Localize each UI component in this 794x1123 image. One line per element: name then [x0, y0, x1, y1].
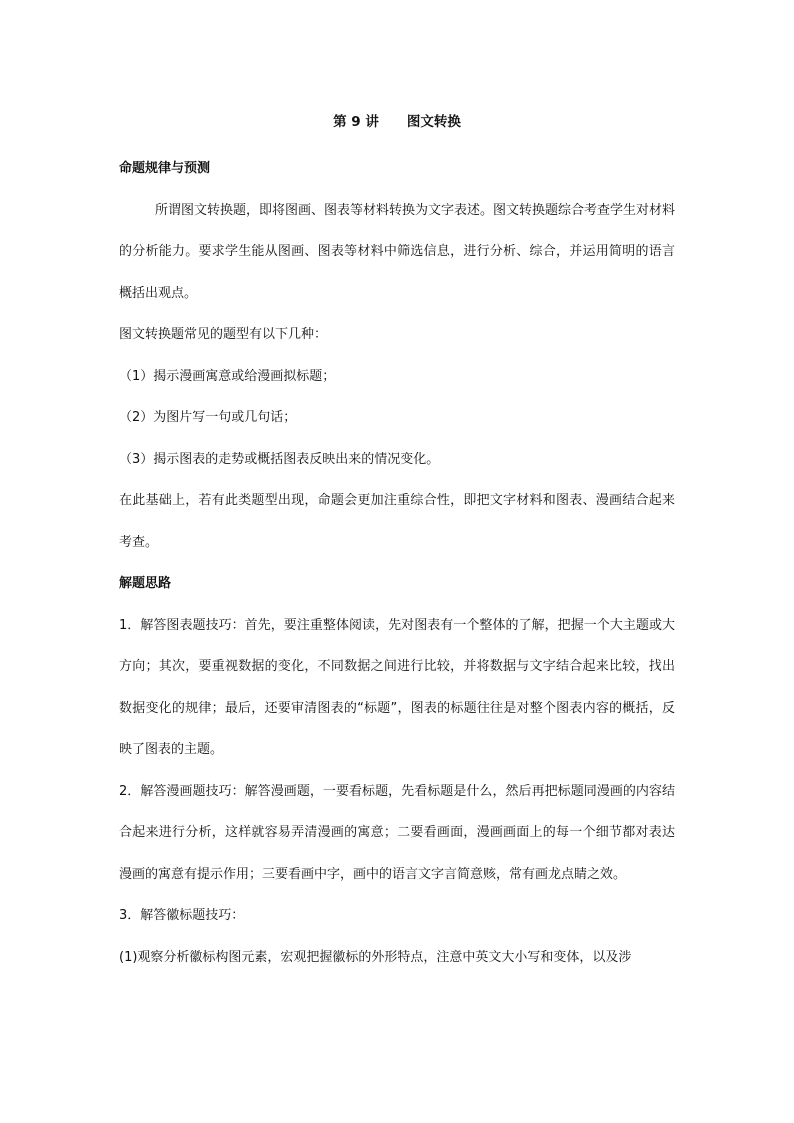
document-body: [119, 148, 675, 978]
type-item-1: （1）揭示漫画寓意或给漫画拟标题；: [119, 368, 336, 384]
types-intro: 图文转换题常见的题型有以下几种：: [119, 327, 328, 342]
tip-logo: 3．解答徽标题技巧：: [119, 908, 245, 923]
rules-paragraph: 所谓图文转换题，即将图画、图表等材料转换为文字表述。图文转换题综合考查学生对材料的分析能力。要求学生能从图画、图表等材料中筛选信息，进行分析、综合，并运用简明的语言概括出观点。: [119, 202, 676, 301]
page-title: [0, 110, 794, 130]
tip-comic: 2．解答漫画题技巧：解答漫画题，一要看标题，先看标题是什么，然后再把标题同漫画的内容结合起来进行分析，这样就容易弄清漫画的寓意；二要看画面，漫画画面上的每一个细节都对表达漫画的寓意有提示作用；三要看画中字，画中的语言文字言简意赅，常有画龙点睛之效。: [119, 783, 675, 882]
tip-logo-1: (1)观察分析徽标构图元素，宏观把握徽标的外形特点，注意中英文大小写和变体，以及涉: [119, 949, 632, 965]
tip-chart: 1．解答图表题技巧：首先，要注重整体阅读，先对图表有一个整体的了解，把握一个大主题或大方向；其次，要重视数据的变化，不同数据之间进行比较，并将数据与文字结合起来比较，找出数据变化的规律；最后，还要审清图表的“标题”，图表的标题往往是对整个图表内容的概括，反映了图表的主题。: [119, 617, 675, 757]
type-item-2: （2）为图片写一句或几句话；: [119, 410, 297, 425]
lecture-number: 第 9 讲: [333, 114, 379, 130]
combo-paragraph: 在此基础上，若有此类题型出现，命题会更加注重综合性，即把文字材料和图表、漫画结合起来考查。: [119, 493, 675, 550]
section-heading-rules: 命题规律与预测: [119, 161, 211, 176]
type-item-3: （3）揭示图表的走势或概括图表反映出来的情况变化。: [119, 451, 440, 467]
lecture-topic: 图文转换: [406, 114, 461, 130]
section-heading-method: 解题思路: [119, 576, 172, 591]
